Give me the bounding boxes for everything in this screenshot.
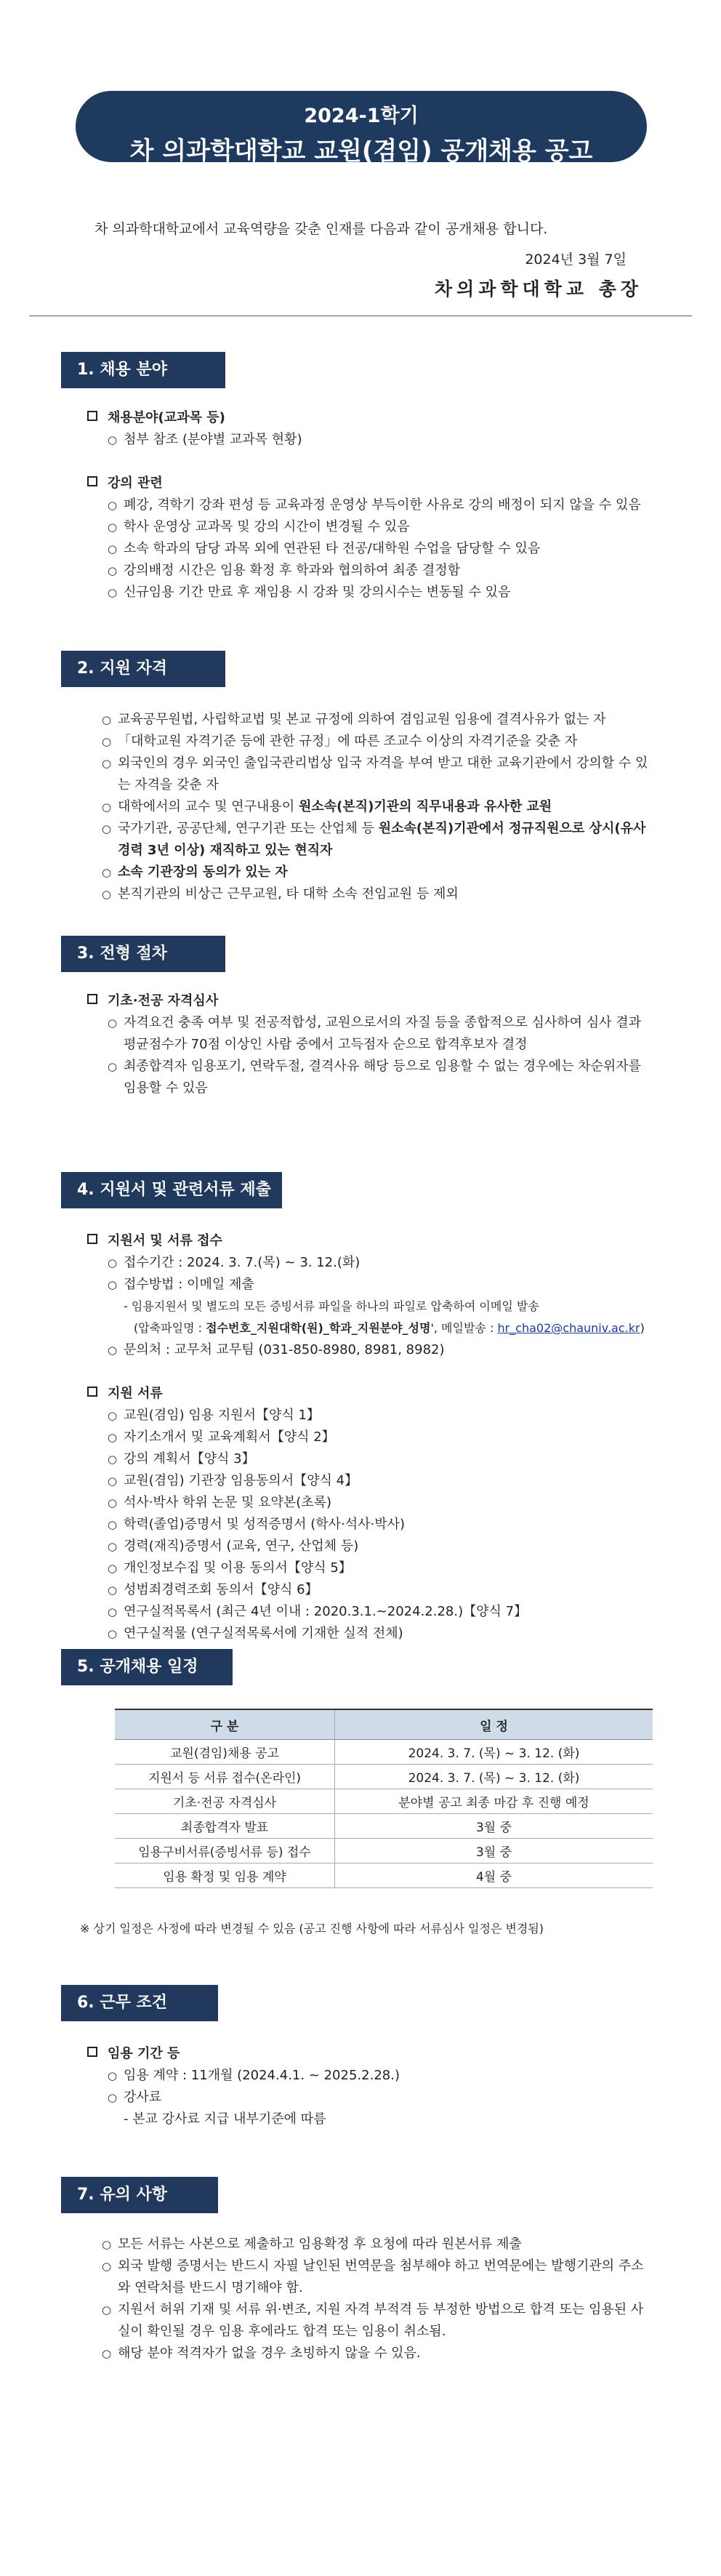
list-item: ○ 연구실적물 (연구실적목록서에 기재한 실적 전체) xyxy=(108,1623,654,1645)
emphasis: 원소속(본직)기관에서 정규직원으로 상시(유사경력 3년 이상) 재직하고 있는 현직자 xyxy=(118,821,646,858)
subheading-text: 지원서 및 서류 접수 xyxy=(108,1233,222,1248)
list xyxy=(87,1252,654,1296)
dash-note xyxy=(87,1317,654,1339)
list xyxy=(87,429,654,451)
table-header: 일 정 xyxy=(335,1709,653,1740)
section-body-2 xyxy=(87,709,654,905)
list-item: ○ 해당 분야 적격자가 없을 경우 초빙하지 않을 수 있음. xyxy=(102,2343,654,2364)
subheading-text: 채용분야(교과목 등) xyxy=(108,410,225,425)
list-item xyxy=(102,818,654,862)
list-item: ○ 본직기관의 비상근 근무교원, 타 대학 소속 전임교원 등 제외 xyxy=(102,883,654,905)
list-item: ○ 첨부 참조 (분야별 교과목 현황) xyxy=(108,429,654,451)
list xyxy=(87,1339,654,1361)
table-cell: 3월 중 xyxy=(335,1839,653,1863)
intro-text: 차 의과학대학교에서 교육역량을 갖춘 인재를 다음과 같이 공개채용 합니다. xyxy=(94,221,548,237)
subheading-text: 기초·전공 자격심사 xyxy=(108,993,219,1008)
subheading xyxy=(87,473,654,494)
table-cell: 임용구비서류(증빙서류 등) 접수 xyxy=(115,1839,335,1863)
section-body-4 xyxy=(87,1230,654,1645)
table-header: 구 분 xyxy=(115,1709,335,1740)
list-item: ○ 교원(겸임) 기관장 임용동의서【양식 4】 xyxy=(108,1470,654,1492)
table-row xyxy=(115,1789,653,1814)
list-item: ○ 소속 기관장의 동의가 있는 자 xyxy=(102,862,654,883)
section-body-3 xyxy=(87,990,654,1099)
section-title-6: 6. 근무 조건 xyxy=(61,1985,218,2021)
list xyxy=(87,2234,654,2364)
square-bullet-icon xyxy=(87,1387,97,1397)
email-link[interactable]: hr_cha02@chauniv.ac.kr xyxy=(497,1321,640,1335)
subheading-text: 강의 관련 xyxy=(108,476,163,491)
list-item: ○ 소속 학과의 담당 과목 외에 연관된 타 전공/대학원 수업을 담당할 수 있음 xyxy=(108,538,654,560)
list-item: ○ 지원서 허위 기재 및 서류 위·변조, 지원 자격 부적격 등 부정한 방법으로 합격 또는 임용된 사실이 확인될 경우 임용 후에라도 합격 또는 임용이 취소됨. xyxy=(102,2299,654,2343)
list-item: ○ 모든 서류는 사본으로 제출하고 임용확정 후 요청에 따라 원본서류 제출 xyxy=(102,2234,654,2255)
table-cell: 2024. 3. 7. (목) ~ 3. 12. (화) xyxy=(335,1740,653,1765)
subheading-text: 임용 기간 등 xyxy=(108,2046,180,2061)
list-item: ○ 신규임용 기간 만료 후 재임용 시 강좌 및 강의시수는 변동될 수 있음 xyxy=(108,582,654,603)
text: (압축파일명 : xyxy=(134,1321,206,1335)
list xyxy=(87,1405,654,1645)
list-item: ○ 교육공무원법, 사립학교법 및 본교 규정에 의하여 겸임교원 임용에 결격사유가 없는 자 xyxy=(102,709,654,731)
list-item: ○ 강의배정 시간은 임용 확정 후 학과와 협의하여 최종 결정함 xyxy=(108,560,654,582)
table-row xyxy=(115,1765,653,1789)
list-item: ○ 접수기간 : 2024. 3. 7.(목) ~ 3. 12.(화) xyxy=(108,1252,654,1274)
table-cell: 2024. 3. 7. (목) ~ 3. 12. (화) xyxy=(335,1765,653,1789)
title-banner xyxy=(76,91,647,166)
table-cell: 지원서 등 서류 접수(온라인) xyxy=(115,1765,335,1789)
section-body-6 xyxy=(87,2043,654,2130)
list-item: ○ 성범죄경력조회 동의서【양식 6】 xyxy=(108,1579,654,1601)
list-item: ○ 개인정보수집 및 이용 동의서【양식 5】 xyxy=(108,1557,654,1579)
section-body-1 xyxy=(87,407,654,603)
emphasis: 원소속(본직)기관의 직무내용과 유사한 교원 xyxy=(298,799,552,814)
subheading xyxy=(87,1230,654,1252)
text: ) xyxy=(640,1321,645,1335)
section-title-3: 3. 전형 절차 xyxy=(61,936,225,972)
section-body-7 xyxy=(87,2234,654,2364)
subheading xyxy=(87,407,654,429)
subheading xyxy=(87,2043,654,2065)
table-cell: 기초·전공 자격심사 xyxy=(115,1789,335,1814)
banner-title: 차 의과학대학교 교원(겸임) 공개채용 공고 xyxy=(129,137,593,166)
section-title-1: 1. 채용 분야 xyxy=(61,352,225,388)
square-bullet-icon xyxy=(87,411,97,421)
list-item: ○ 강의 계획서【양식 3】 xyxy=(108,1448,654,1470)
list-item: ○ 강사료 xyxy=(108,2087,654,2108)
list xyxy=(87,1012,654,1099)
list-item: ○ 임용 계약 : 11개월 (2024.4.1. ~ 2025.2.28.) xyxy=(108,2065,654,2087)
list-item: ○ 경력(재직)증명서 (교육, 연구, 산업체 등) xyxy=(108,1536,654,1557)
table-cell: 최종합격자 발표 xyxy=(115,1814,335,1839)
list-item: ○ 최종합격자 임용포기, 연락두절, 결격사유 해당 등으로 임용할 수 없는 경우에는 차순위자를 임용할 수 있음 xyxy=(108,1056,654,1099)
list-item: ○ 문의처 : 교무처 교무팀 (031-850-8980, 8981, 8982) xyxy=(108,1339,654,1361)
subheading xyxy=(87,990,654,1012)
subheading-text: 지원 서류 xyxy=(108,1386,163,1401)
list xyxy=(87,2065,654,2108)
section-title-7: 7. 유의 사항 xyxy=(61,2177,218,2213)
section-title-2: 2. 지원 자격 xyxy=(61,651,225,687)
table-header-row xyxy=(115,1709,653,1740)
list-item: ○ 연구실적목록서 (최근 4년 이내 : 2020.3.1.~2024.2.28.)【양식 7】 xyxy=(108,1601,654,1623)
banner-semester: 2024-1학기 xyxy=(304,105,419,127)
list-item xyxy=(102,796,654,818)
list-item: ○ 교원(겸임) 임용 지원서【양식 1】 xyxy=(108,1405,654,1427)
list-item: ○ 자격요건 충족 여부 및 전공적합성, 교원으로서의 자질 등을 종합적으로 심사하여 심사 결과 평균점수가 70점 이상인 사람 중에서 고득점자 순으로 합격후보자 결정 xyxy=(108,1012,654,1056)
list-item: ○ 학사 운영상 교과목 및 강의 시간이 변경될 수 있음 xyxy=(108,516,654,538)
list-item: ○ 「대학교원 자격기준 등에 관한 규정」에 따른 조교수 이상의 자격기준을 갖춘 자 xyxy=(102,731,654,753)
section-title-5: 5. 공개채용 일정 xyxy=(61,1649,233,1685)
subheading xyxy=(87,1383,654,1405)
table-row xyxy=(115,1740,653,1765)
table-row xyxy=(115,1814,653,1839)
table-cell: 4월 중 xyxy=(335,1863,653,1888)
table-cell: 분야별 공고 최종 마감 후 진행 예정 xyxy=(335,1789,653,1814)
list xyxy=(87,709,654,905)
schedule-note: ※ 상기 일정은 사정에 따라 변경될 수 있음 (공고 진행 사항에 따라 서류심사 일정은 변경됨) xyxy=(80,1922,544,1935)
section-title-4: 4. 지원서 및 관련서류 제출 xyxy=(61,1172,282,1208)
table-cell: 3월 중 xyxy=(335,1814,653,1839)
list-item: ○ 폐강, 격학기 강좌 편성 등 교육과정 운영상 부득이한 사유로 강의 배정이 되지 않을 수 있음 xyxy=(108,494,654,516)
list-item: ○ 석사·박사 학위 논문 및 요약본(초록) xyxy=(108,1492,654,1514)
list xyxy=(87,494,654,603)
list-item: ○ 외국 발행 증명서는 반드시 자필 날인된 번역문을 첨부해야 하고 번역문에는 발행기관의 주소와 연락처를 반드시 명기해야 함. xyxy=(102,2255,654,2299)
table-cell: 임용 확정 및 임용 계약 xyxy=(115,1863,335,1888)
table-row xyxy=(115,1863,653,1888)
square-bullet-icon xyxy=(87,476,97,486)
list-item: ○ 학력(졸업)증명서 및 성적증명서 (학사·석사·박사) xyxy=(108,1514,654,1536)
list-item: ○ 접수방법 : 이메일 제출 xyxy=(108,1274,654,1296)
text: 국가기관, 공공단체, 연구기관 또는 산업체 등 xyxy=(118,821,379,836)
text: 대학에서의 교수 및 연구내용이 xyxy=(118,799,299,814)
dash-note: - 본교 강사료 지급 내부기준에 따름 xyxy=(124,2111,326,2127)
list-item: ○ 외국인의 경우 외국인 출입국관리법상 입국 자격을 부여 받고 대한 교육기관에서 강의할 수 있는 자격을 갖춘 자 xyxy=(102,753,654,796)
text: ', 메일발송 : xyxy=(430,1321,498,1335)
dash-note: - 임용지원서 및 별도의 모든 증빙서류 파일을 하나의 파일로 압축하여 이메일 발송 xyxy=(124,1299,539,1313)
square-bullet-icon xyxy=(87,994,97,1004)
signature: 차의과학대학교 총장 xyxy=(434,278,643,300)
table-cell: 교원(겸임)채용 공고 xyxy=(115,1740,335,1765)
square-bullet-icon xyxy=(87,2047,97,2057)
schedule-table xyxy=(115,1709,653,1888)
emphasis: 접수번호_지원대학(원)_학과_지원분야_성명 xyxy=(206,1321,431,1335)
square-bullet-icon xyxy=(87,1234,97,1244)
notice-date: 2024년 3월 7일 xyxy=(525,252,627,268)
list-item: ○ 자기소개서 및 교육계획서【양식 2】 xyxy=(108,1427,654,1448)
table-row xyxy=(115,1839,653,1863)
